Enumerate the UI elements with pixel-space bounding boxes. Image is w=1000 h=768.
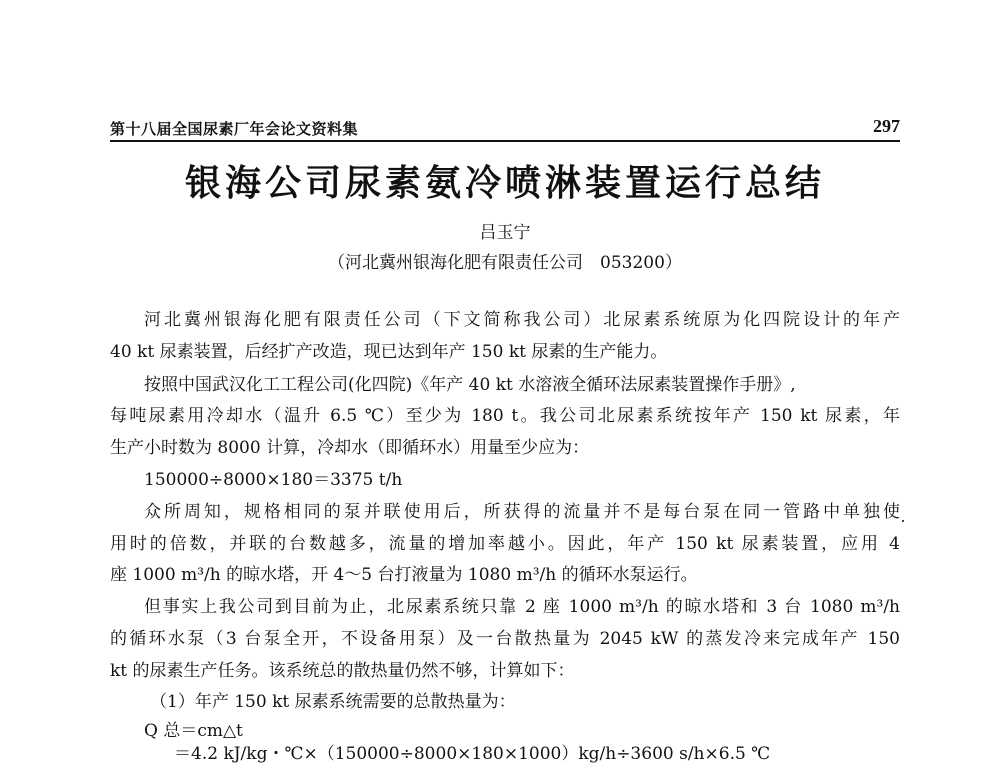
body-line: 但事实上我公司到目前为止，北尿素系统只靠 2 座 1000 m³/h 的晾水塔和 3 台 1080 m³/h (144, 597, 900, 617)
body-line: kt 的尿素生产任务。该系统总的散热量仍然不够，计算如下： (110, 661, 575, 681)
article-title: 银海公司尿素氨冷喷淋装置运行总结 (184, 162, 825, 204)
body-line: 40 kt 尿素装置，后经扩产改造，现已达到年产 150 kt 尿素的生产能力。 (110, 342, 668, 362)
page-number: 297 (873, 116, 900, 136)
body-line: 河北冀州银海化肥有限责任公司（下文简称我公司）北尿素系统原为化四院设计的年产 (144, 310, 900, 330)
body-line: 生产小时数为 8000 计算，冷却水（即循环水）用量至少应为： (110, 438, 590, 458)
formula-line: Q 总＝cm△t (144, 721, 243, 741)
body-line: 的循环水泵（3 台泵全开，不设备用泵）及一台散热量为 2045 kW 的蒸发冷来完成年产 150 (110, 629, 900, 649)
body-line: 座 1000 m³/h 的晾水塔，开 4～5 台打液量为 1080 m³/h 的循环水泵运行。 (110, 565, 698, 585)
body-line: 每吨尿素用冷却水（温升 6.5 ℃）至少为 180 t。我公司北尿素系统按年产 150 kt 尿素，年 (110, 406, 900, 426)
journal-title: 第十八届全国尿素厂年会论文资料集 (110, 120, 359, 138)
author-name: 吕玉宁 (479, 223, 531, 243)
body-line: 用时的倍数，并联的台数越多，流量的增加率越小。因此，年产 150 kt 尿素装置，应用 4 (110, 534, 900, 554)
running-header (110, 116, 900, 142)
formula-line: 150000÷8000×180＝3375 t/h (144, 470, 403, 490)
scan-speck (902, 520, 904, 522)
author-affiliation: （河北冀州银海化肥有限责任公司 053200） (328, 253, 682, 273)
body-line: 众所周知，规格相同的泵并联使用后，所获得的流量并不是每台泵在同一管路中单独使 (144, 502, 900, 522)
body-line: 按照中国武汉化工工程公司(化四院)《年产 40 kt 水溶液全循环法尿素装置操作手册》, (144, 375, 796, 395)
section-heading: （1）年产 150 kt 尿素系统需要的总散热量为： (150, 692, 516, 712)
formula-line: ＝4.2 kJ/kg・℃×（150000÷8000×180×1000）kg/h÷3600 s/h×6.5 ℃ (174, 744, 771, 764)
